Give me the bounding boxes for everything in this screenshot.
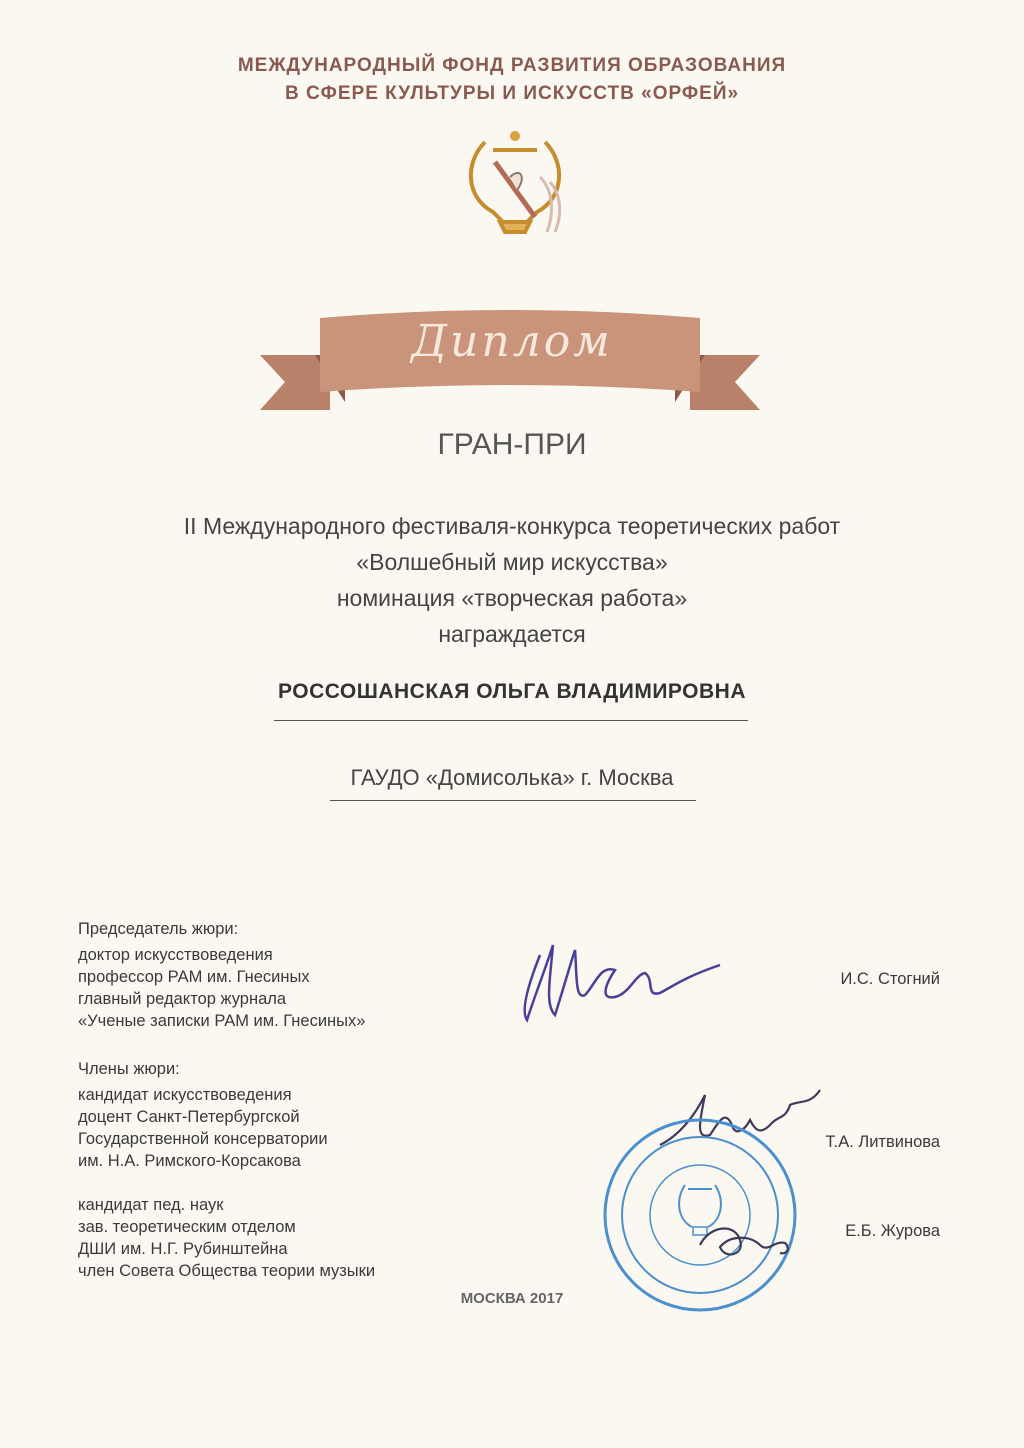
foundation-header	[0, 52, 1024, 108]
jury-chair-line: «Ученые записки РАМ им. Гнесиных»	[78, 1012, 366, 1030]
jury-member2-line: ДШИ им. Н.Г. Рубинштейна	[78, 1240, 288, 1258]
festival-name: «Волшебный мир искусства»	[356, 549, 668, 575]
jury-member2-line: член Совета Общества теории музыки	[78, 1262, 376, 1280]
award-description	[0, 508, 1024, 652]
award-title: ГРАН-ПРИ	[437, 428, 587, 461]
institution-underline	[330, 800, 696, 801]
jury-members-heading: Члены жюри:	[78, 1060, 180, 1078]
lyre-emblem-icon	[455, 122, 575, 242]
recipient-underline	[274, 720, 748, 721]
jury-chair-line: доктор искусствоведения	[78, 946, 273, 964]
jury-member1-line: кандидат искусствоведения	[78, 1086, 292, 1104]
nomination-line: номинация «творческая работа»	[336, 585, 688, 611]
institution-name: ГАУДО «Домисолька» г. Москва	[350, 765, 674, 790]
jury-members-block	[78, 1058, 375, 1282]
chair-signature	[505, 925, 735, 1035]
jury-chair-line: главный редактор журнала	[78, 990, 287, 1008]
awarded-line: награждается	[438, 621, 586, 647]
foundation-name-line1: МЕЖДУНАРОДНЫЙ ФОНД РАЗВИТИЯ ОБРАЗОВАНИЯ	[237, 55, 787, 76]
festival-line: II Международного фестиваля-конкурса теоретических работ	[183, 513, 841, 539]
jury-member1-line: им. Н.А. Римского-Корсакова	[78, 1152, 301, 1170]
jury-member2-line: зав. теоретическим отделом	[78, 1218, 296, 1236]
jury-chair-block	[78, 918, 365, 1032]
foundation-name-line2: В СФЕРЕ КУЛЬТУРЫ И ИСКУССТВ «ОРФЕЙ»	[284, 83, 740, 104]
diploma-title: Диплом	[411, 316, 613, 367]
recipient-name: РОССОШАНСКАЯ ОЛЬГА ВЛАДИМИРОВНА	[278, 680, 746, 703]
jury-chair-heading: Председатель жюри:	[78, 920, 239, 938]
jury-chair-line: профессор РАМ им. Гнесиных	[78, 968, 310, 986]
jury-member1-line: доцент Санкт-Петербургской	[78, 1108, 300, 1126]
jury-member2-line: кандидат пед. наук	[78, 1196, 224, 1214]
city-year: МОСКВА 2017	[460, 1290, 564, 1307]
member1-signatory: Т.А. Литвинова	[825, 1133, 940, 1151]
member2-signatory: Е.Б. Журова	[845, 1222, 940, 1240]
chair-signatory: И.С. Стогний	[840, 970, 940, 988]
jury-member1-line: Государственной консерватории	[78, 1130, 328, 1148]
